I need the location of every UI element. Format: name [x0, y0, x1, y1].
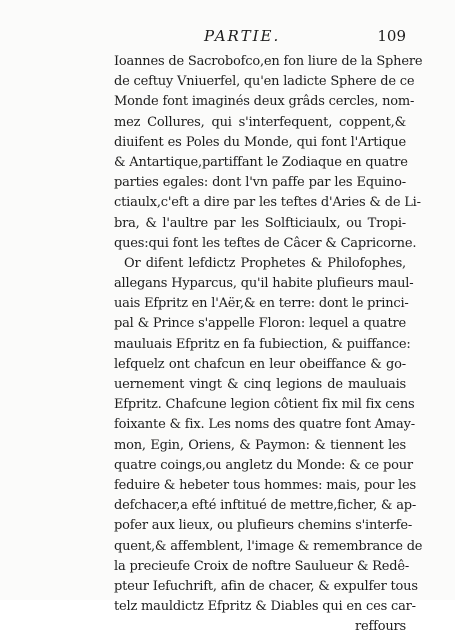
- text-line: diuifent es Poles du Monde, qui font l'Artique: [114, 134, 406, 150]
- page-header: [112, 27, 412, 49]
- text-line: pofer aux lieux, ou plufieurs chemins s'interfe-: [114, 518, 413, 534]
- text-line: la precieufe Croix de noftre Saulueur & Redê-: [114, 558, 410, 574]
- text-line: Ioannes de Sacrobofco,en fon liure de la Sphere: [114, 54, 423, 69]
- body-text: [114, 52, 423, 637]
- page-number: 109: [377, 27, 406, 45]
- text-line: uais Efpritz en l'Aër,& en terre: dont le princi-: [114, 296, 409, 312]
- text-line: parties egales: dont l'vn paffe par les Equino-: [114, 175, 406, 191]
- text-line: ques:qui font les teftes de Câcer & Capricorne.: [114, 235, 417, 251]
- text-line: de ceftuy Vniuerfel, qu'en ladicte Sphere de ce: [114, 74, 415, 90]
- text-line: quent,& affemblent, l'image & remembrance de: [114, 538, 423, 554]
- text-line: allegans Hyparcus, qu'il habite plufieurs maul-: [114, 276, 414, 292]
- text-line: feduire & hebeter tous hommes: mais, pour les: [114, 477, 416, 493]
- paragraph-start-line: Or difent lefdictz Prophetes & Philofophes,: [124, 255, 406, 271]
- catchword: reffours: [354, 619, 406, 635]
- text-line: & Antartique,partiffant le Zodiaque en quatre: [114, 154, 408, 170]
- text-line: pal & Prince s'appelle Floron: lequel a quatre: [114, 316, 406, 332]
- text-line: Efpritz. Chafcune legion côtient fix mil fix cens: [114, 397, 415, 413]
- text-line: quatre coings,ou angletz du Monde: & ce pour: [114, 457, 413, 473]
- running-head: PARTIE.: [204, 27, 281, 45]
- text-line: Monde font imaginés deux grâds cercles, nom-: [114, 94, 415, 110]
- text-line: mon, Egin, Oriens, & Paymon: & tiennent les: [114, 437, 406, 453]
- text-line: pteur Iefuchrift, afin de chacer, & expulfer tous: [114, 578, 418, 594]
- text-line: defchacer,a efté inftitué de mettre,ficher, & ap-: [114, 498, 417, 514]
- text-line: mauluais Efpritz en fa fubiection, & puiffance:: [114, 336, 411, 352]
- text-line: telz mauldictz Efpritz & Diables qui en ces car-: [114, 599, 416, 615]
- text-line: uernement vingt & cinq legions de mauluais: [114, 377, 406, 392]
- text-line: mez Collures, qui s'interfequent, coppent,&: [114, 114, 406, 130]
- text-line: foixante & fix. Les noms des quatre font Amay-: [114, 417, 415, 433]
- text-line: ctiaulx,c'eft a dire par les teftes d'Aries & de Li-: [114, 195, 421, 211]
- text-line: bra, & l'aultre par les Solfticiaulx, ou Tropi-: [114, 215, 406, 231]
- text-line: lefquelz ont chafcun en leur obeiffance & go-: [114, 356, 406, 372]
